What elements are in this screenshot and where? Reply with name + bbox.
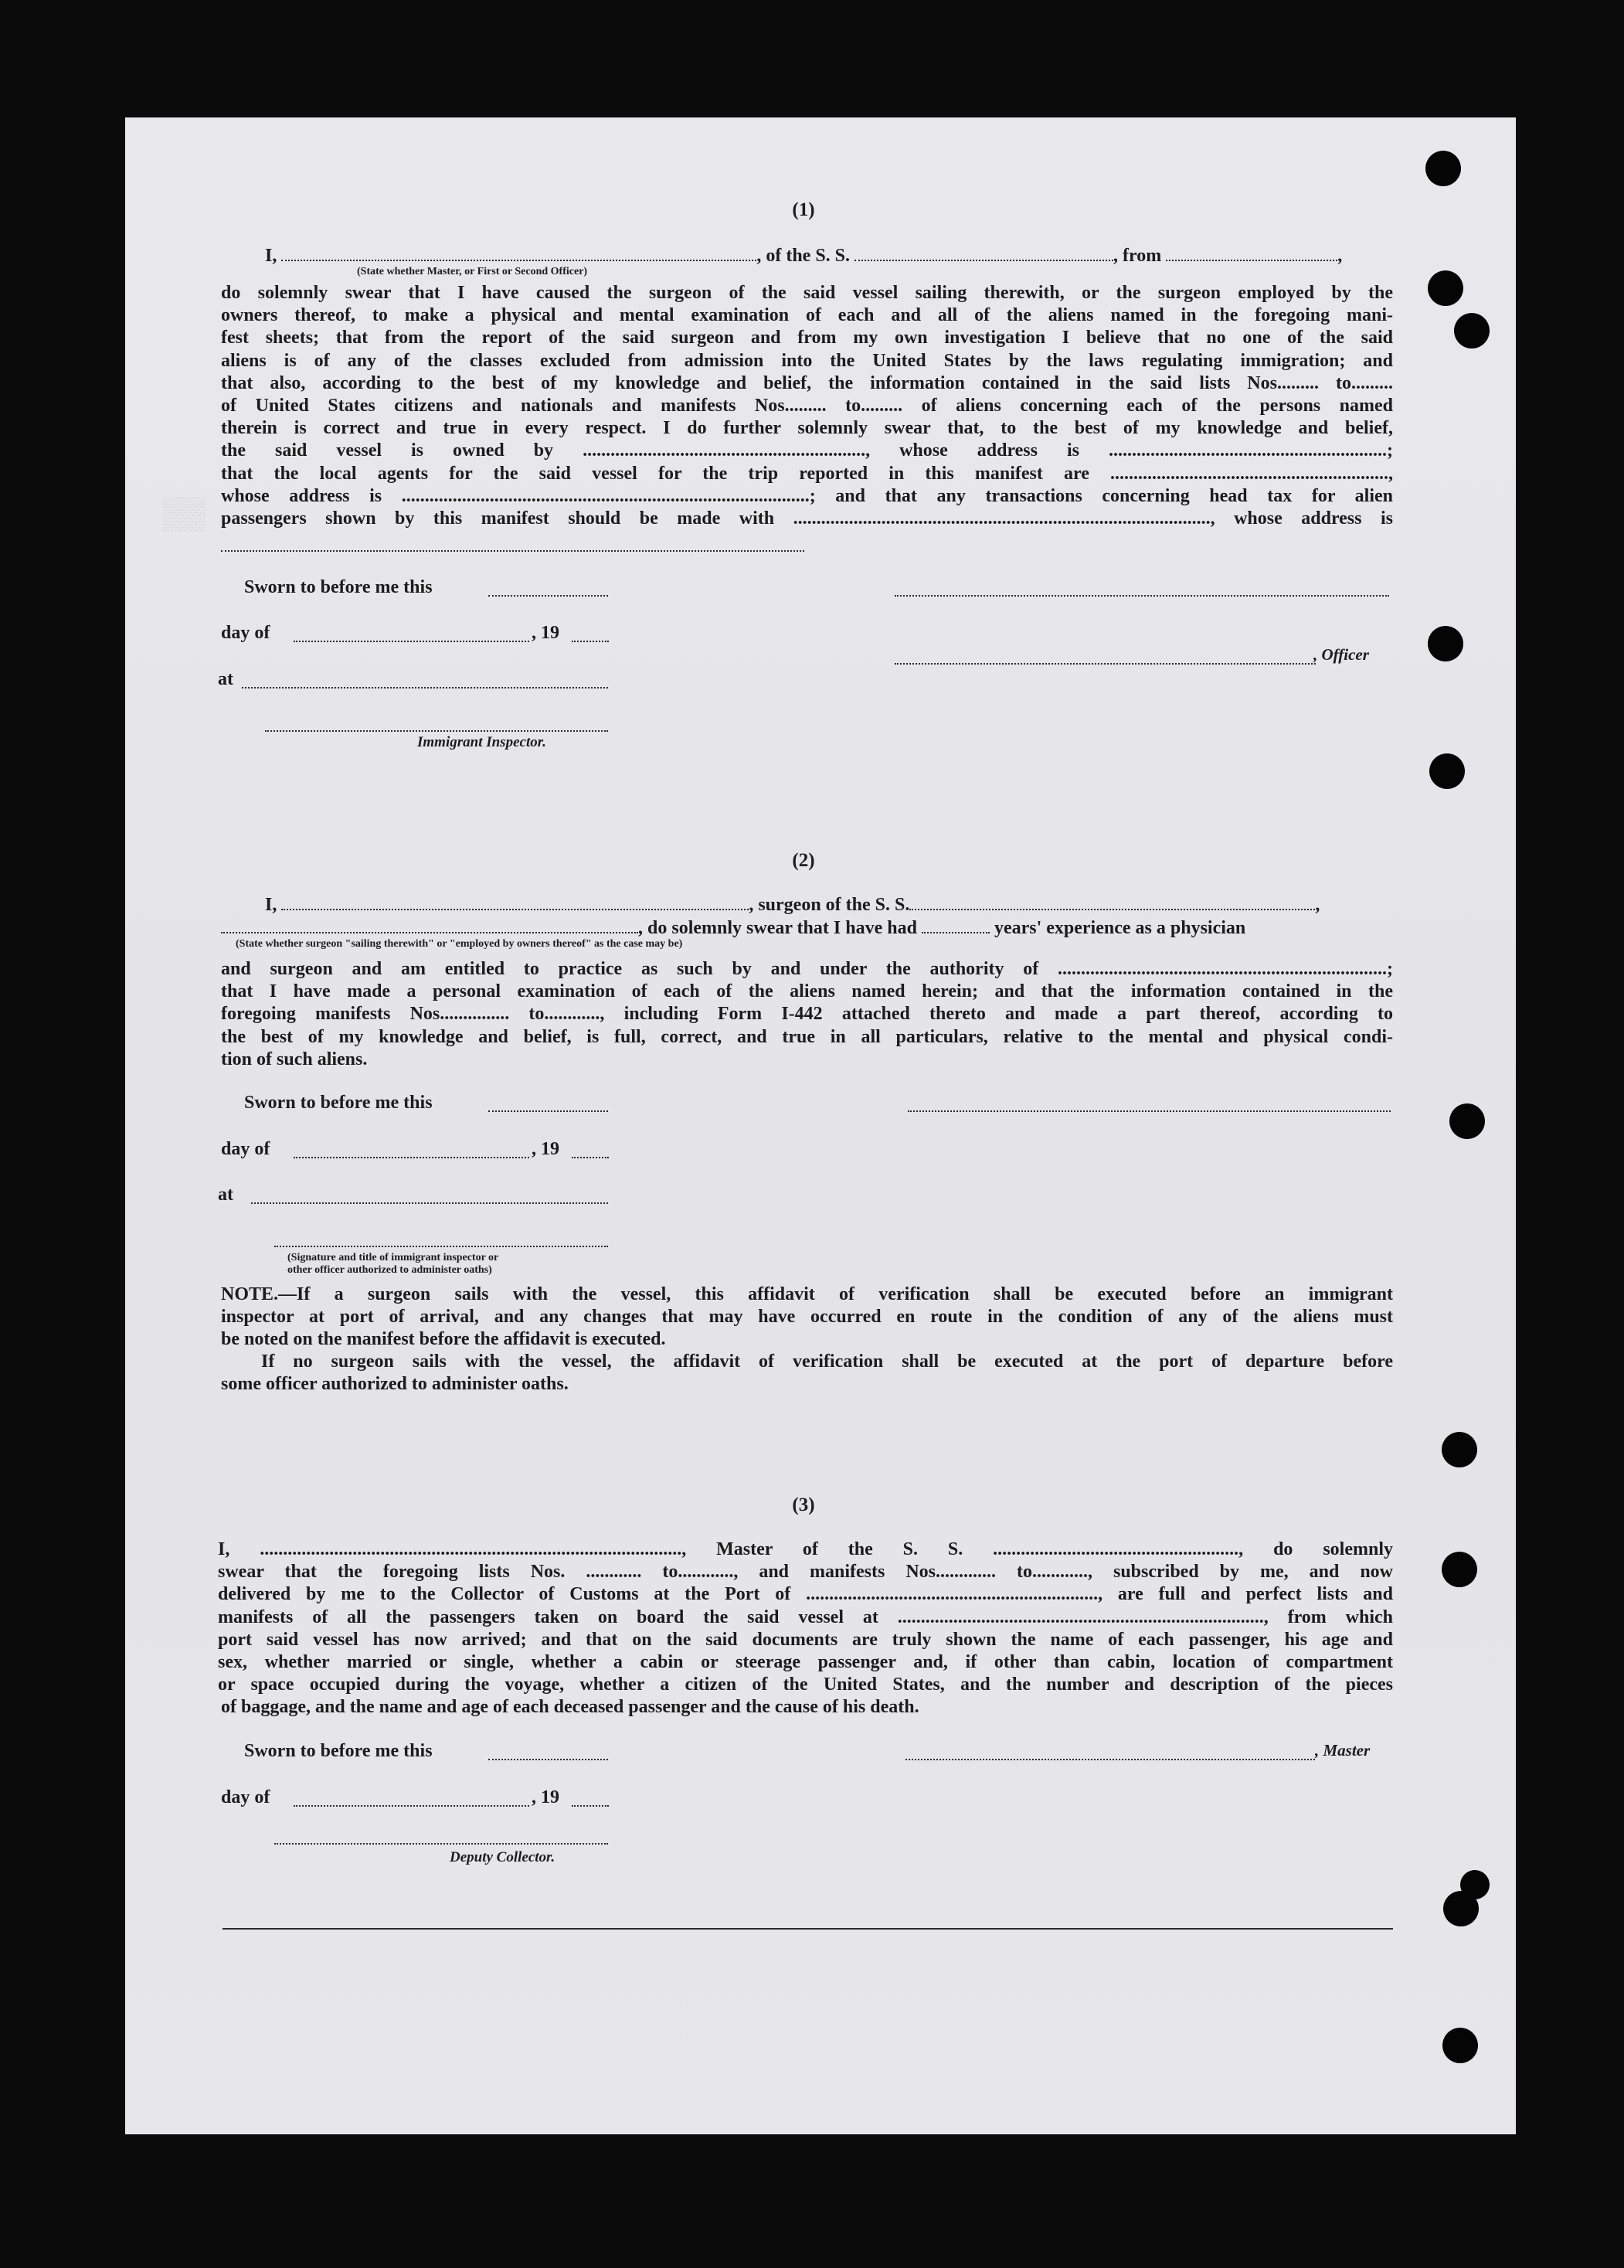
body-line: of United States citizens and nationals and manifests Nos......... to......... of aliens concerning each of the persons named: [221, 396, 1393, 416]
body-line: foregoing manifests Nos............... to............, including Form I-442 attached thereto and made a part thereof, according to: [221, 1004, 1393, 1025]
body-last-line: tion of such aliens.: [221, 1049, 368, 1069]
body-line: that I have made a personal examination of each of the aliens named herein; and that the information contained in the: [221, 981, 1393, 1002]
year-label: , 19: [532, 623, 559, 643]
officer-name-field[interactable]: [281, 246, 756, 261]
surgeon-line: I, , surgeon of the S. S. ,: [265, 895, 1320, 915]
at-label: at: [218, 1185, 233, 1205]
officer-signature-field[interactable]: [895, 595, 1389, 597]
at-label: at: [218, 669, 233, 689]
punch-hole: [1428, 270, 1463, 306]
body-line: passengers shown by this manifest should be made with .........................................................................................., whose address is: [221, 508, 1393, 529]
from-port-field[interactable]: [1166, 246, 1337, 261]
label-years: years' experience as a physician: [994, 918, 1246, 938]
inspector-label: Immigrant Inspector.: [417, 734, 546, 750]
punch-hole: [1442, 1432, 1477, 1467]
punch-hole: [1454, 313, 1490, 349]
sworn-date-field[interactable]: [488, 595, 608, 597]
punch-hole: [1442, 1552, 1477, 1587]
body-line: owners thereof, to make a physical and mental examination of each and all of the aliens named in the foregoing mani-: [221, 305, 1393, 326]
label-from: , from: [1113, 246, 1162, 266]
body-line: I, ..........................................................................................., Master of the S. S. ....................................................., do solemnly: [218, 1539, 1393, 1559]
surgeon-swear-line: [221, 918, 1245, 939]
collector-label: Deputy Collector.: [450, 1849, 555, 1865]
label-i: I,: [265, 246, 277, 266]
day-of-field[interactable]: [294, 641, 529, 642]
body-line: whose address is ........................................................................................; and that any transactions concerning head tax for alien: [221, 485, 1393, 506]
punch-hole: [1449, 1103, 1485, 1139]
body-line: fest sheets; that from the report of the said surgeon and from my own investigation I believe that no one of the said: [221, 328, 1393, 349]
body-line: the said vessel is owned by ............................................................., whose address is ............................................................;: [221, 440, 1393, 461]
at-field[interactable]: [242, 687, 608, 689]
punch-hole: [1442, 2028, 1478, 2063]
sworn-label: Sworn to before me this: [244, 577, 433, 597]
inspector-signature-field[interactable]: [265, 730, 608, 732]
inspector-signature-field[interactable]: [274, 1246, 608, 1247]
body-line: inspector at port of arrival, and any changes that may have occurred en route in the condition of any of the aliens must: [221, 1307, 1393, 1328]
day-of-label: day of: [221, 623, 270, 643]
section-number: (2): [792, 850, 815, 871]
officer-name-signature-field[interactable]: [895, 663, 1316, 665]
year-field[interactable]: [572, 1157, 609, 1158]
signature-caption: (Signature and title of immigrant inspector or: [287, 1252, 499, 1263]
section-number: (1): [792, 199, 815, 220]
body-last-line: of baggage, and the name and age of each deceased passenger and the cause of his death.: [221, 1697, 919, 1717]
note2-last-line: some officer authorized to administer oaths.: [221, 1374, 569, 1394]
address-field[interactable]: [221, 550, 804, 552]
sworn-label: Sworn to before me this: [244, 1093, 433, 1113]
label-surgeon-ss: , surgeon of the S. S.: [749, 895, 910, 915]
body-line: that also, according to the best of my knowledge and belief, the information contained in the said lists Nos......... to.........: [221, 372, 1393, 393]
day-of-label: day of: [221, 1139, 270, 1159]
year-field[interactable]: [572, 1805, 609, 1807]
sworn-date-field[interactable]: [488, 1759, 608, 1760]
year-field[interactable]: [572, 641, 609, 642]
body-line: and surgeon and am entitled to practice as such by and under the authority of .......................................................................;: [221, 959, 1393, 979]
body-line: or space occupied during the voyage, whether a citizen of the United States, and the number and description of the pieces: [218, 1675, 1393, 1695]
surgeon-vessel-field[interactable]: [909, 895, 1315, 910]
punch-hole: [1428, 626, 1463, 661]
body-line: swear that the foregoing lists Nos. ............ to............, and manifests Nos............. to............, subscribed by me, and now: [218, 1562, 1393, 1583]
sworn-date-field[interactable]: [488, 1110, 608, 1112]
year-label: , 19: [532, 1139, 559, 1159]
section-number: (3): [792, 1494, 815, 1515]
note2-line: If no surgeon sails with the vessel, the affidavit of verification shall be executed at the port of departure before: [261, 1352, 1393, 1372]
bottom-rule: [223, 1928, 1393, 1930]
at-field[interactable]: [251, 1202, 608, 1204]
vessel-name-field[interactable]: [854, 246, 1113, 261]
body-line: aliens is of any of the classes excluded from admission into the United States by the laws regulating immigration; and: [221, 350, 1393, 371]
label-i: I,: [265, 895, 277, 915]
sworn-label: Sworn to before me this: [244, 1741, 433, 1761]
officer-line: I, , of the S. S. , from ,: [265, 246, 1343, 266]
body-line: sex, whether married or single, whether a cabin or steerage passenger and, if other than cabin, location of compartment: [218, 1652, 1393, 1672]
surgeon-signature-field[interactable]: [908, 1110, 1391, 1112]
collector-signature-field[interactable]: [274, 1843, 608, 1845]
body-line: do solemnly swear that I have caused the surgeon of the said vessel sailing therewith, or the surgeon employed by the: [221, 283, 1393, 303]
punch-hole: [1425, 151, 1461, 186]
officer-caption: (State whether Master, or First or Second Officer): [357, 266, 588, 277]
body-line: that the local agents for the said vessel for the trip reported in this manifest are ............................................................,: [221, 463, 1393, 484]
master-label: , Master: [1315, 1741, 1371, 1760]
label-swear: , do solemnly swear that I have had: [638, 918, 917, 938]
signature-caption: other officer authorized to administer oaths): [287, 1264, 492, 1276]
day-of-field[interactable]: [294, 1805, 529, 1807]
body-line: port said vessel has now arrived; and that on the said documents are truly shown the name of each passenger, his age and: [218, 1629, 1393, 1650]
surgeon-type-field[interactable]: [221, 918, 638, 933]
surgeon-caption: (State whether surgeon "sailing therewith" or "employed by owners thereof" as the case may be): [236, 938, 683, 950]
surgeon-name-field[interactable]: [281, 895, 749, 910]
punch-hole: [1460, 1870, 1490, 1899]
bleed-through-mark: ▒▒: [162, 495, 206, 530]
years-experience-field[interactable]: [922, 918, 990, 933]
officer-label: , Officer: [1313, 645, 1369, 664]
body-line: manifests of all the passengers taken on board the said vessel at ..............................................................................., from which: [218, 1607, 1393, 1627]
day-of-label: day of: [221, 1787, 270, 1807]
body-line: NOTE.—If a surgeon sails with the vessel, this affidavit of verification shall be executed before an immigrant: [221, 1284, 1393, 1304]
year-label: , 19: [532, 1787, 559, 1807]
body-line: the best of my knowledge and belief, is full, correct, and true in all particulars, relative to the mental and physical condi-: [221, 1026, 1393, 1047]
body-line: therein is correct and true in every respect. I do further solemnly swear that, to the best of my knowledge and belief,: [221, 418, 1393, 439]
label-of-ss: , of the S. S.: [756, 246, 851, 266]
body-line: delivered by me to the Collector of Customs at the Port of ..............................................................., are full and perfect lists and: [218, 1584, 1393, 1605]
day-of-field[interactable]: [294, 1157, 529, 1158]
note-last-line: be noted on the manifest before the affidavit is executed.: [221, 1329, 666, 1349]
master-signature-field[interactable]: [905, 1759, 1315, 1760]
punch-hole: [1429, 753, 1465, 789]
